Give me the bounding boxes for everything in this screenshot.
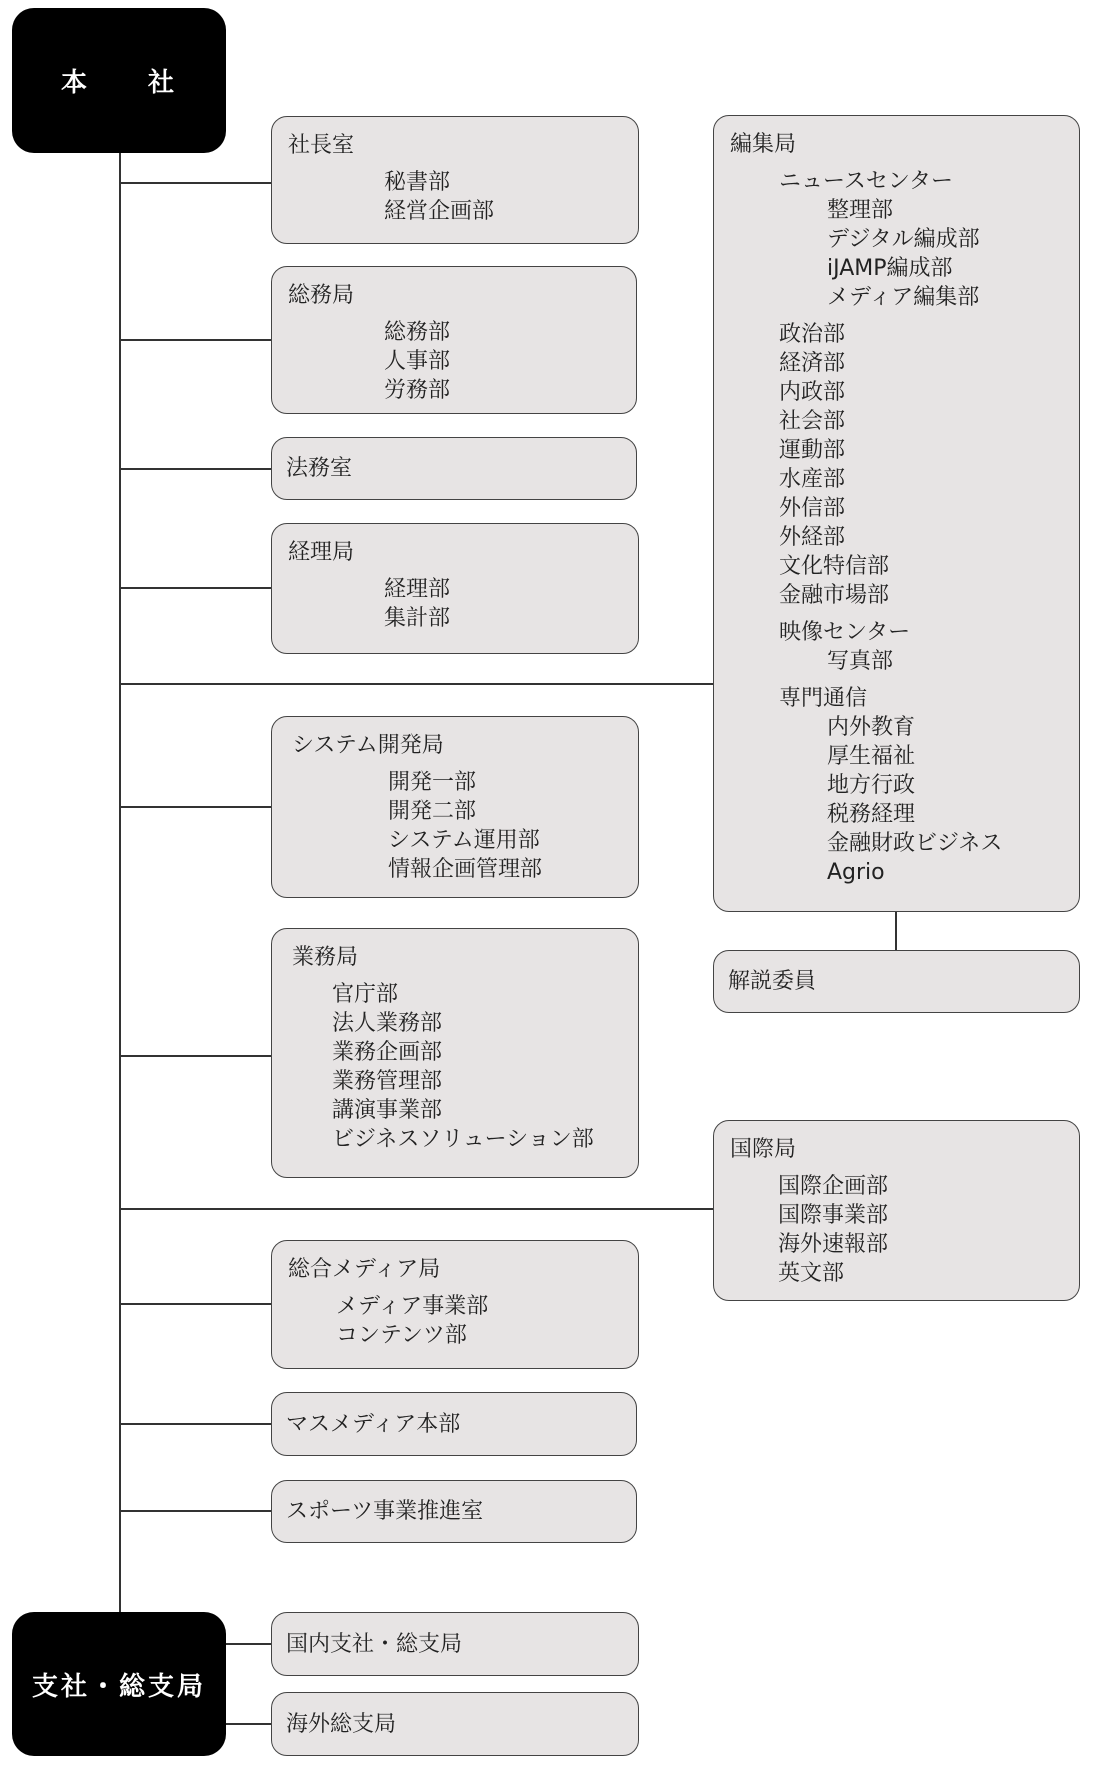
connector-system (119, 806, 271, 808)
dept-title: 編集局 (730, 132, 797, 157)
connector-keirikyoku (119, 587, 271, 589)
dept-kaigai (271, 1692, 639, 1756)
sub-dept: 整理部 (827, 198, 894, 223)
sub-dept: 国際企画部 (778, 1174, 889, 1199)
sub-dept: 水産部 (779, 467, 846, 492)
sub-dept: 集計部 (384, 606, 451, 631)
connector-sports (119, 1510, 271, 1512)
sub-dept: 外信部 (779, 496, 846, 521)
dept-title: 経理局 (288, 540, 355, 565)
dept-keirikyoku (271, 523, 639, 654)
dept-title: 業務局 (292, 945, 359, 970)
sub-dept: 経営企画部 (384, 199, 495, 224)
sub-dept: 業務企画部 (332, 1040, 443, 1065)
dept-system (271, 716, 639, 898)
sub-dept: 税務経理 (827, 802, 916, 827)
dept-gyomu (271, 928, 639, 1178)
dept-title: 総務局 (288, 283, 355, 308)
group-title: 専門通信 (779, 686, 868, 711)
dept-title: スポーツ事業推進室 (286, 1499, 484, 1524)
sub-dept: 内外教育 (827, 715, 916, 740)
connector-somukyoku (119, 339, 271, 341)
sub-dept: 運動部 (779, 438, 846, 463)
sub-dept: 労務部 (384, 378, 451, 403)
dept-title: 国際局 (730, 1137, 797, 1162)
group-title: 映像センター (779, 620, 911, 645)
sub-dept: ビジネスソリューション部 (332, 1127, 594, 1152)
connector-homushitsu (119, 468, 271, 470)
sub-dept: メディア事業部 (336, 1294, 489, 1319)
dept-massmedia (271, 1392, 637, 1456)
sub-dept: 金融財政ビジネス (827, 831, 1003, 856)
dept-title: 解説委員 (728, 969, 817, 994)
sub-dept: 業務管理部 (332, 1069, 443, 1094)
news-center-group (730, 167, 1079, 312)
connector-kaigai (225, 1723, 271, 1725)
dept-homushitsu (271, 437, 637, 500)
sub-dept: 講演事業部 (332, 1098, 443, 1123)
dept-title: マスメディア本部 (286, 1411, 461, 1437)
dept-kaisetsu (713, 950, 1080, 1013)
sub-dept: 海外速報部 (778, 1232, 889, 1257)
connector-kokusai (119, 1208, 713, 1210)
dept-kokusai (713, 1120, 1080, 1301)
group-title: ニュースセンター (779, 169, 954, 194)
sub-dept: 外経部 (779, 525, 846, 550)
sub-dept: 政治部 (779, 322, 846, 347)
connector-shachoshitsu (119, 182, 271, 184)
sub-dept: 総務部 (384, 320, 451, 345)
dept-title: 総合メディア局 (288, 1257, 441, 1282)
dept-title: 海外総支局 (286, 1711, 397, 1737)
sub-dept: コンテンツ部 (336, 1323, 467, 1348)
sub-dept: メディア編集部 (827, 285, 980, 310)
sub-dept: 開発二部 (388, 799, 477, 824)
connector-kaisetsu (895, 910, 897, 950)
dept-shachoshitsu (271, 116, 639, 244)
dept-title: 社長室 (288, 133, 355, 158)
sub-dept: 官庁部 (332, 982, 399, 1007)
dept-title: システム開発局 (292, 733, 444, 758)
sub-dept: 写真部 (827, 649, 894, 674)
sub-dept: 法人業務部 (332, 1011, 443, 1036)
sub-dept: 地方行政 (827, 773, 916, 798)
headquarters-box (12, 8, 226, 153)
sub-dept: 社会部 (779, 409, 846, 434)
eizo-group (730, 618, 1079, 676)
dept-sogomedia (271, 1240, 639, 1369)
connector-kokunai (225, 1643, 271, 1645)
sub-dept: 文化特信部 (779, 554, 890, 579)
connector-gyomu (119, 1055, 271, 1057)
sub-dept: 内政部 (779, 380, 846, 405)
headquarters-label: 本 社 (60, 68, 177, 98)
sub-dept: デジタル編成部 (827, 227, 980, 252)
sub-dept: 開発一部 (388, 770, 477, 795)
dept-sports (271, 1480, 637, 1543)
sub-dept: 経済部 (779, 351, 846, 376)
sub-dept: システム運用部 (388, 828, 540, 853)
sub-dept: 英文部 (778, 1261, 845, 1286)
sub-dept: iJAMP編成部 (827, 256, 953, 281)
sub-dept: 秘書部 (384, 170, 451, 195)
sub-dept: 人事部 (384, 349, 451, 374)
main-trunk-line (119, 152, 121, 1618)
dept-henshu (713, 115, 1080, 912)
sub-dept: 経理部 (384, 577, 451, 602)
sub-dept: Agrio (827, 860, 885, 885)
sub-dept: 国際事業部 (778, 1203, 889, 1228)
branches-label: 支社・総支局 (31, 1671, 206, 1702)
sub-dept: 情報企画管理部 (388, 857, 543, 882)
connector-henshu (119, 683, 713, 685)
dept-kokunai (271, 1612, 639, 1676)
branches-box (12, 1612, 226, 1756)
dept-somukyoku (271, 266, 637, 414)
dept-title: 法務室 (286, 456, 353, 481)
connector-massmedia (119, 1423, 271, 1425)
departments-group (730, 320, 1079, 610)
sub-dept: 厚生福祉 (827, 744, 916, 769)
senmon-group (730, 684, 1079, 887)
connector-sogomedia (119, 1303, 271, 1305)
dept-title: 国内支社・総支局 (286, 1631, 463, 1657)
sub-dept: 金融市場部 (779, 583, 890, 608)
